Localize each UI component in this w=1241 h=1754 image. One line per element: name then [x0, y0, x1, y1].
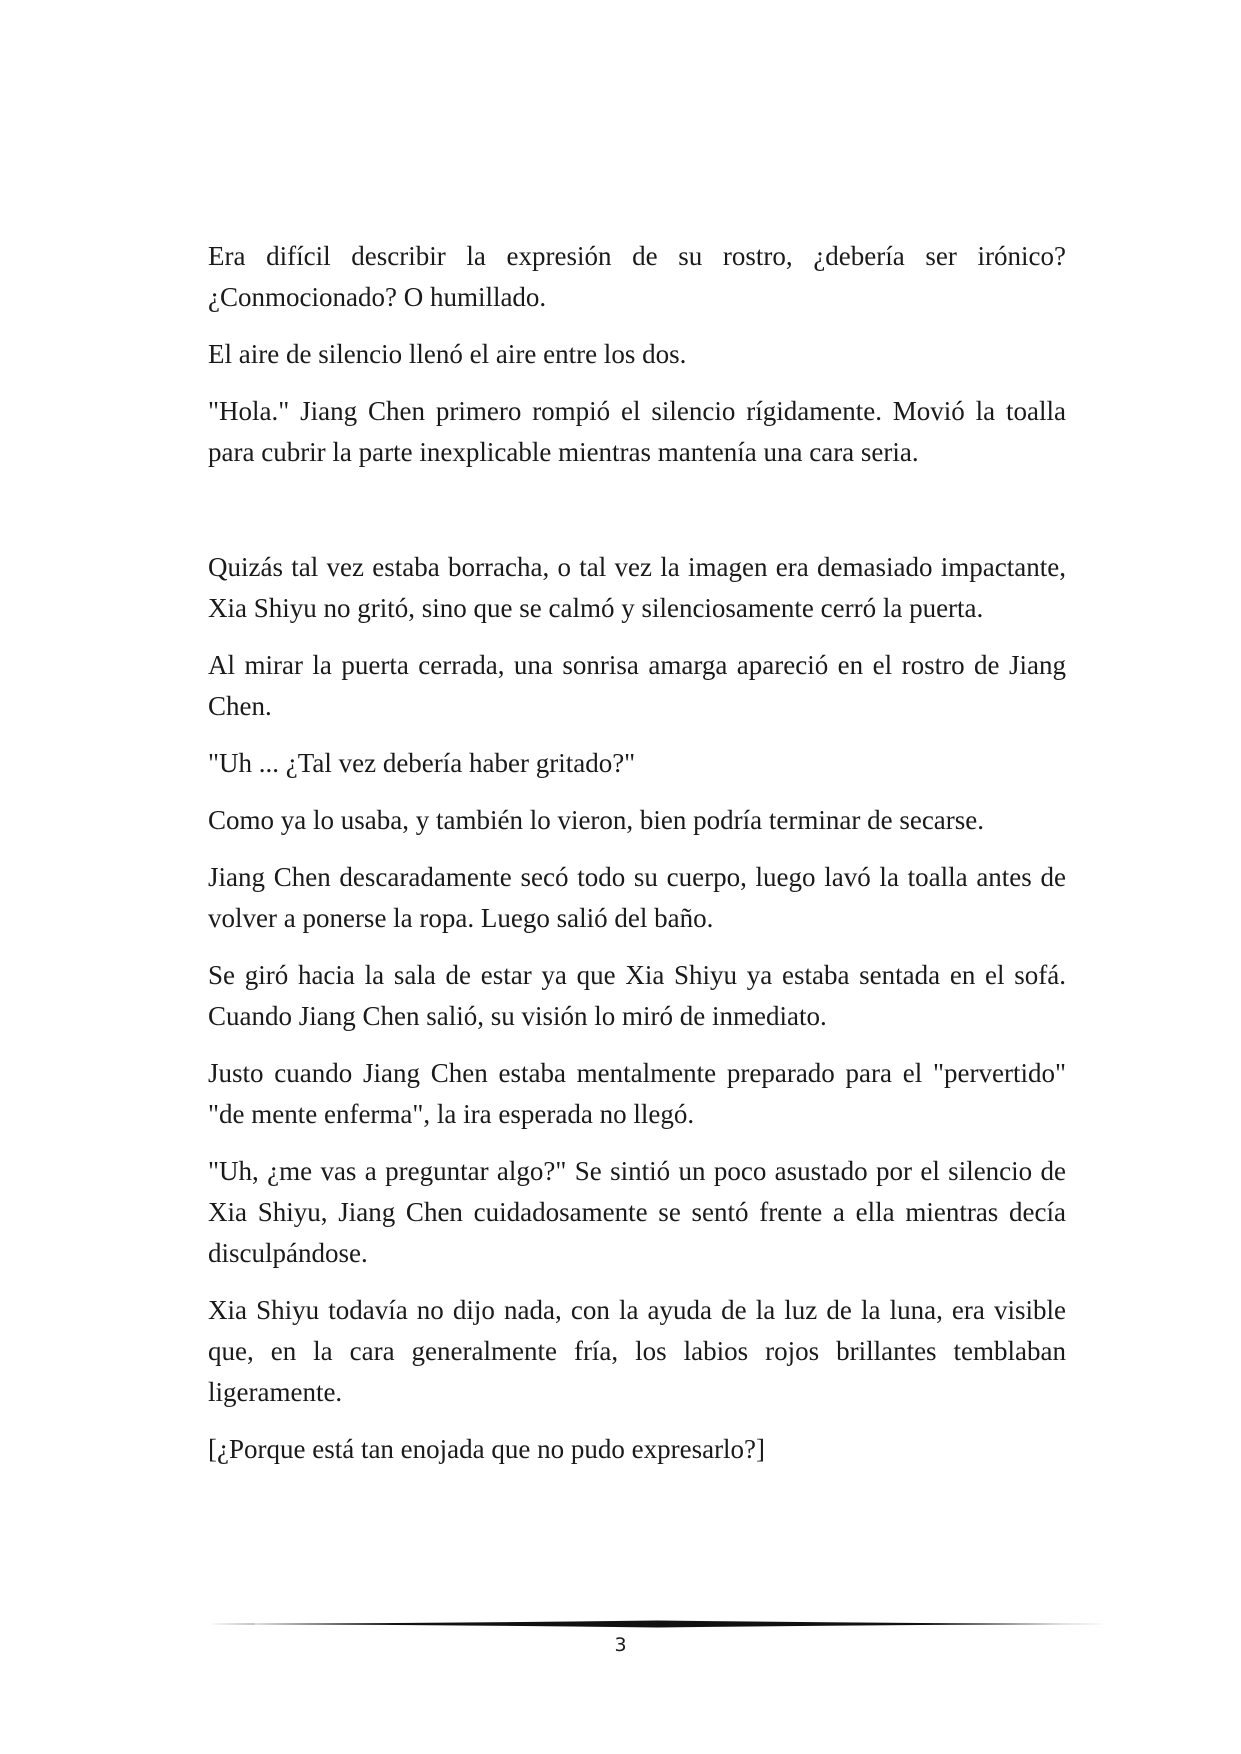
body-text [208, 236, 1066, 1486]
paragraph: "Uh, ¿me vas a preguntar algo?" Se sintió un poco asustado por el silencio de Xia Shiyu, Jiang Chen cuidadosamente se sentó frente a ella mientras decía disculpándose. [208, 1156, 1066, 1268]
paragraph: Quizás tal vez estaba borracha, o tal vez la imagen era demasiado impactante, Xia Shiyu no gritó, sino que se calmó y silenciosamente cerró la puerta. [208, 552, 1066, 623]
paragraph: "Hola." Jiang Chen primero rompió el silencio rígidamente. Movió la toalla para cubrir la parte inexplicable mientras mantenía una cara seria. [208, 396, 1066, 467]
paragraph: Como ya lo usaba, y también lo vieron, bien podría terminar de secarse. [208, 805, 985, 835]
paragraph: "Uh ... ¿Tal vez debería haber gritado?" [208, 748, 636, 778]
paragraph: Jiang Chen descaradamente secó todo su cuerpo, luego lavó la toalla antes de volver a ponerse la ropa. Luego salió del baño. [208, 862, 1066, 933]
paragraph: Se giró hacia la sala de estar ya que Xia Shiyu ya estaba sentada en el sofá. Cuando Jiang Chen salió, su visión lo miró de inmediato. [208, 960, 1066, 1031]
paragraph: El aire de silencio llenó el aire entre los dos. [208, 339, 687, 369]
paragraph: Era difícil describir la expresión de su rostro, ¿debería ser irónico? ¿Conmocionado? O humillado. [208, 241, 1066, 312]
footer-divider [208, 1618, 1108, 1630]
paragraph: Al mirar la puerta cerrada, una sonrisa amarga apareció en el rostro de Jiang Chen. [208, 650, 1066, 721]
page-number: 3 [614, 1634, 627, 1656]
paragraph: Justo cuando Jiang Chen estaba mentalmente preparado para el "pervertido" "de mente enferma", la ira esperada no llegó. [208, 1058, 1066, 1129]
paragraph: Xia Shiyu todavía no dijo nada, con la ayuda de la luz de la luna, era visible que, en la cara generalmente fría, los labios rojos brillantes temblaban ligeramente. [208, 1295, 1066, 1407]
paragraph: [¿Porque está tan enojada que no pudo expresarlo?] [208, 1434, 766, 1464]
